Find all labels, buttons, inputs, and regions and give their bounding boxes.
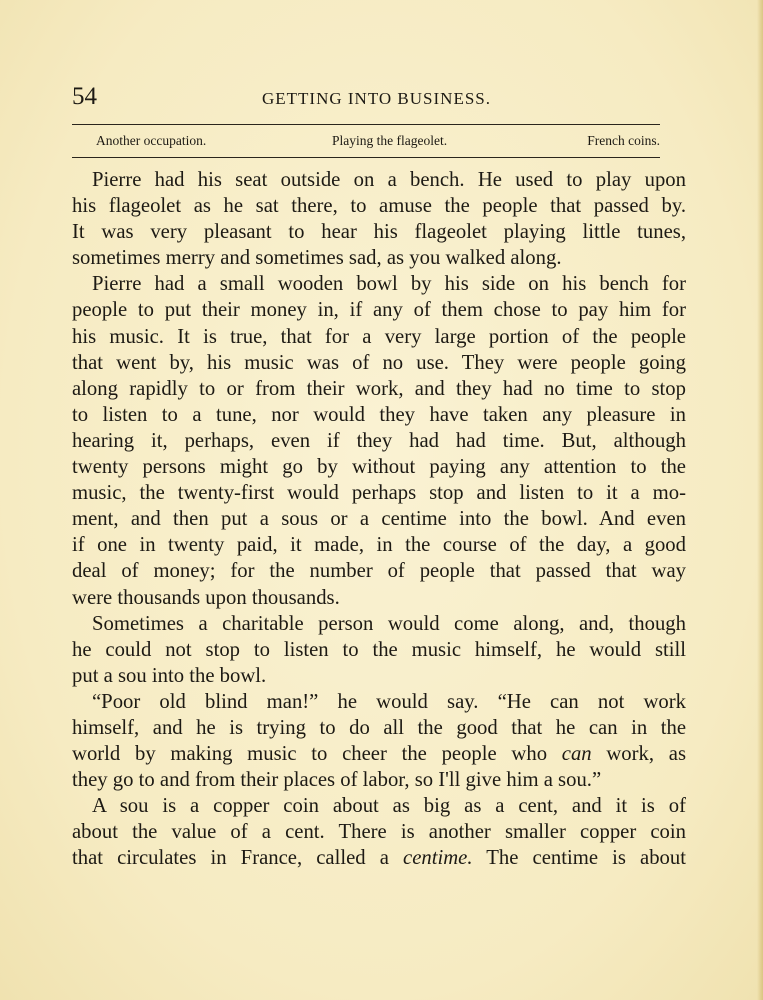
text-line: himself, and he is trying to do all the good that he can in the xyxy=(72,716,686,739)
text-segment: The centime is about xyxy=(472,847,686,870)
running-head xyxy=(72,84,658,110)
text-line: Sometimes a charitable person would come along, and, though xyxy=(92,612,686,635)
text-segment: that circulates in France, called a xyxy=(72,847,404,870)
marginal-subheads xyxy=(96,131,660,151)
text-line: his music. It is true, that for a very large portion of the people xyxy=(72,325,686,348)
text-line: were thousands upon thousands. xyxy=(72,586,340,609)
text-line: music, the twenty-first would perhaps stop and listen to it a mo- xyxy=(72,482,686,505)
text-line: A sou is a copper coin about as big as a cent, and it is of xyxy=(92,795,686,818)
subhead-rule-top xyxy=(72,124,660,125)
text-line xyxy=(72,845,686,871)
text-line: that went by, his music was of no use. They were people going xyxy=(72,351,686,374)
italic-emphasis: centime. xyxy=(403,847,473,870)
text-line: they go to and from their places of labor, so I'll give him a sou.” xyxy=(72,769,602,792)
body-text xyxy=(72,167,686,872)
text-line xyxy=(72,741,686,767)
text-line: along rapidly to or from their work, and they had no time to stop xyxy=(72,377,686,400)
page-number: 54 xyxy=(72,83,97,110)
text-line: “Poor old blind man!” he would say. “He can not work xyxy=(92,690,686,713)
text-line: It was very pleasant to hear his flageolet playing little tunes, xyxy=(72,221,686,244)
text-segment: work, as xyxy=(591,743,686,766)
text-line: ment, and then put a sous or a centime into the bowl. And even xyxy=(72,508,686,531)
text-line: Pierre had his seat outside on a bench. He used to play upon xyxy=(92,169,686,191)
text-line: his flageolet as he sat there, to amuse the people that passed by. xyxy=(72,195,686,218)
text-segment: world by making music to cheer the people who xyxy=(72,743,562,766)
subhead-another-occupation: Another occupation. xyxy=(96,133,207,148)
subhead-french-coins: French coins. xyxy=(587,133,660,148)
subhead-playing-flageolet: Playing the flageolet. xyxy=(332,133,448,148)
text-line: if one in twenty paid, it made, in the course of the day, a good xyxy=(72,534,686,557)
text-line: deal of money; for the number of people that passed that way xyxy=(72,560,686,583)
text-line: twenty persons might go by without paying any attention to the xyxy=(72,456,686,479)
text-line: about the value of a cent. There is another smaller copper coin xyxy=(72,821,686,844)
text-line: sometimes merry and sometimes sad, as you walked along. xyxy=(72,247,562,270)
text-line: to listen to a tune, nor would they have taken any pleasure in xyxy=(72,403,686,426)
text-line: he could not stop to listen to the music himself, he would still xyxy=(72,638,686,661)
text-line: Pierre had a small wooden bowl by his side on his bench for xyxy=(92,273,686,296)
page-edge xyxy=(757,0,763,1000)
text-line: hearing it, perhaps, even if they had had time. But, although xyxy=(72,429,686,452)
text-line: put a sou into the bowl. xyxy=(72,664,267,687)
subhead-rule-bottom xyxy=(72,157,660,158)
running-title: GETTING INTO BUSINESS. xyxy=(262,89,491,108)
text-line: people to put their money in, if any of them chose to pay him for xyxy=(72,299,686,322)
italic-emphasis: can xyxy=(561,743,592,766)
